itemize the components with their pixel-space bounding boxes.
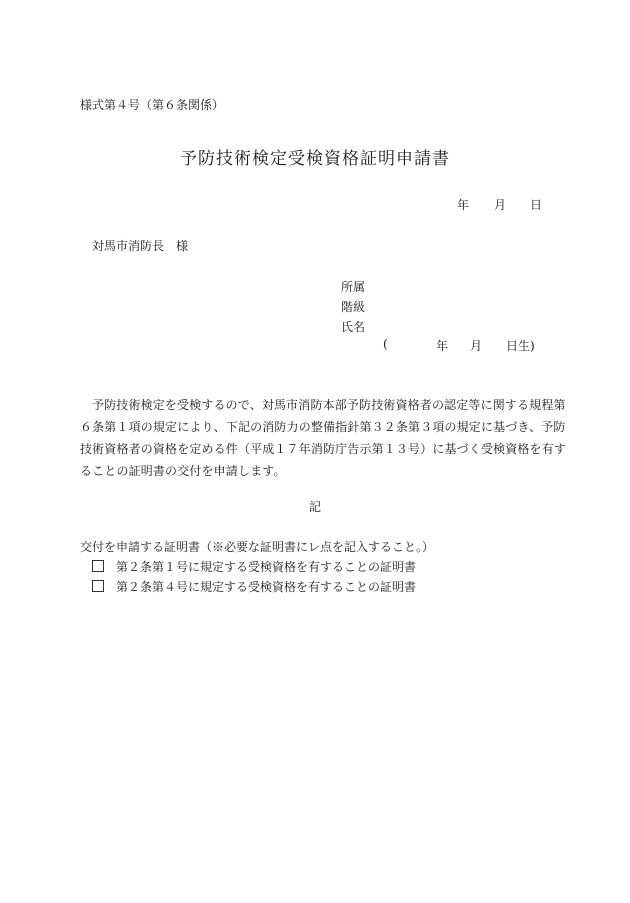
statement-line: ることの証明書の交付を申請します。 — [80, 464, 286, 478]
addressee: 対馬市消防長 様 — [92, 239, 189, 253]
certificate-option-label: 第２条第１号に規定する受検資格を有することの証明書 — [116, 560, 417, 574]
certificate-list-heading: 交付を申請する証明書（※必要な証明書にレ点を記入すること。） — [80, 540, 435, 554]
application-statement — [80, 394, 567, 482]
birthdate-year-label: 年 — [436, 339, 449, 353]
ki-heading: 記 — [308, 500, 321, 514]
date-month-label: 月 — [494, 198, 507, 212]
birthdate-day-label: 日生) — [506, 339, 535, 353]
affiliation-label: 所属 — [341, 280, 366, 294]
checkbox-icon[interactable] — [92, 560, 104, 572]
form-number: 様式第４号（第６条関係） — [80, 98, 225, 112]
birthdate-open-paren: ( — [383, 337, 388, 351]
certificate-option-2 — [92, 578, 416, 595]
rank-label: 階級 — [341, 300, 366, 314]
statement-line: 予防技術検定を受検するので、対馬市消防本部予防技術資格者の認定等に関する規程第 — [92, 398, 566, 412]
statement-line: ６条第１項の規定により、下記の消防力の整備指針第３２条第３項の規定に基づき、予防 — [80, 420, 566, 434]
statement-line: 技術資格者の資格を定める件（平成１７年消防庁告示第１３号）に基づく受検資格を有す — [80, 442, 567, 456]
date-day-label: 日 — [530, 198, 543, 212]
birthdate-month-label: 月 — [470, 339, 483, 353]
certificate-option-label: 第２条第４号に規定する受検資格を有することの証明書 — [116, 580, 417, 594]
document-title: 予防技術検定受検資格証明申請書 — [180, 149, 450, 169]
certificate-option-1 — [92, 558, 416, 575]
date-year-label: 年 — [457, 198, 470, 212]
name-label: 氏名 — [341, 320, 366, 334]
checkbox-icon[interactable] — [92, 580, 104, 592]
